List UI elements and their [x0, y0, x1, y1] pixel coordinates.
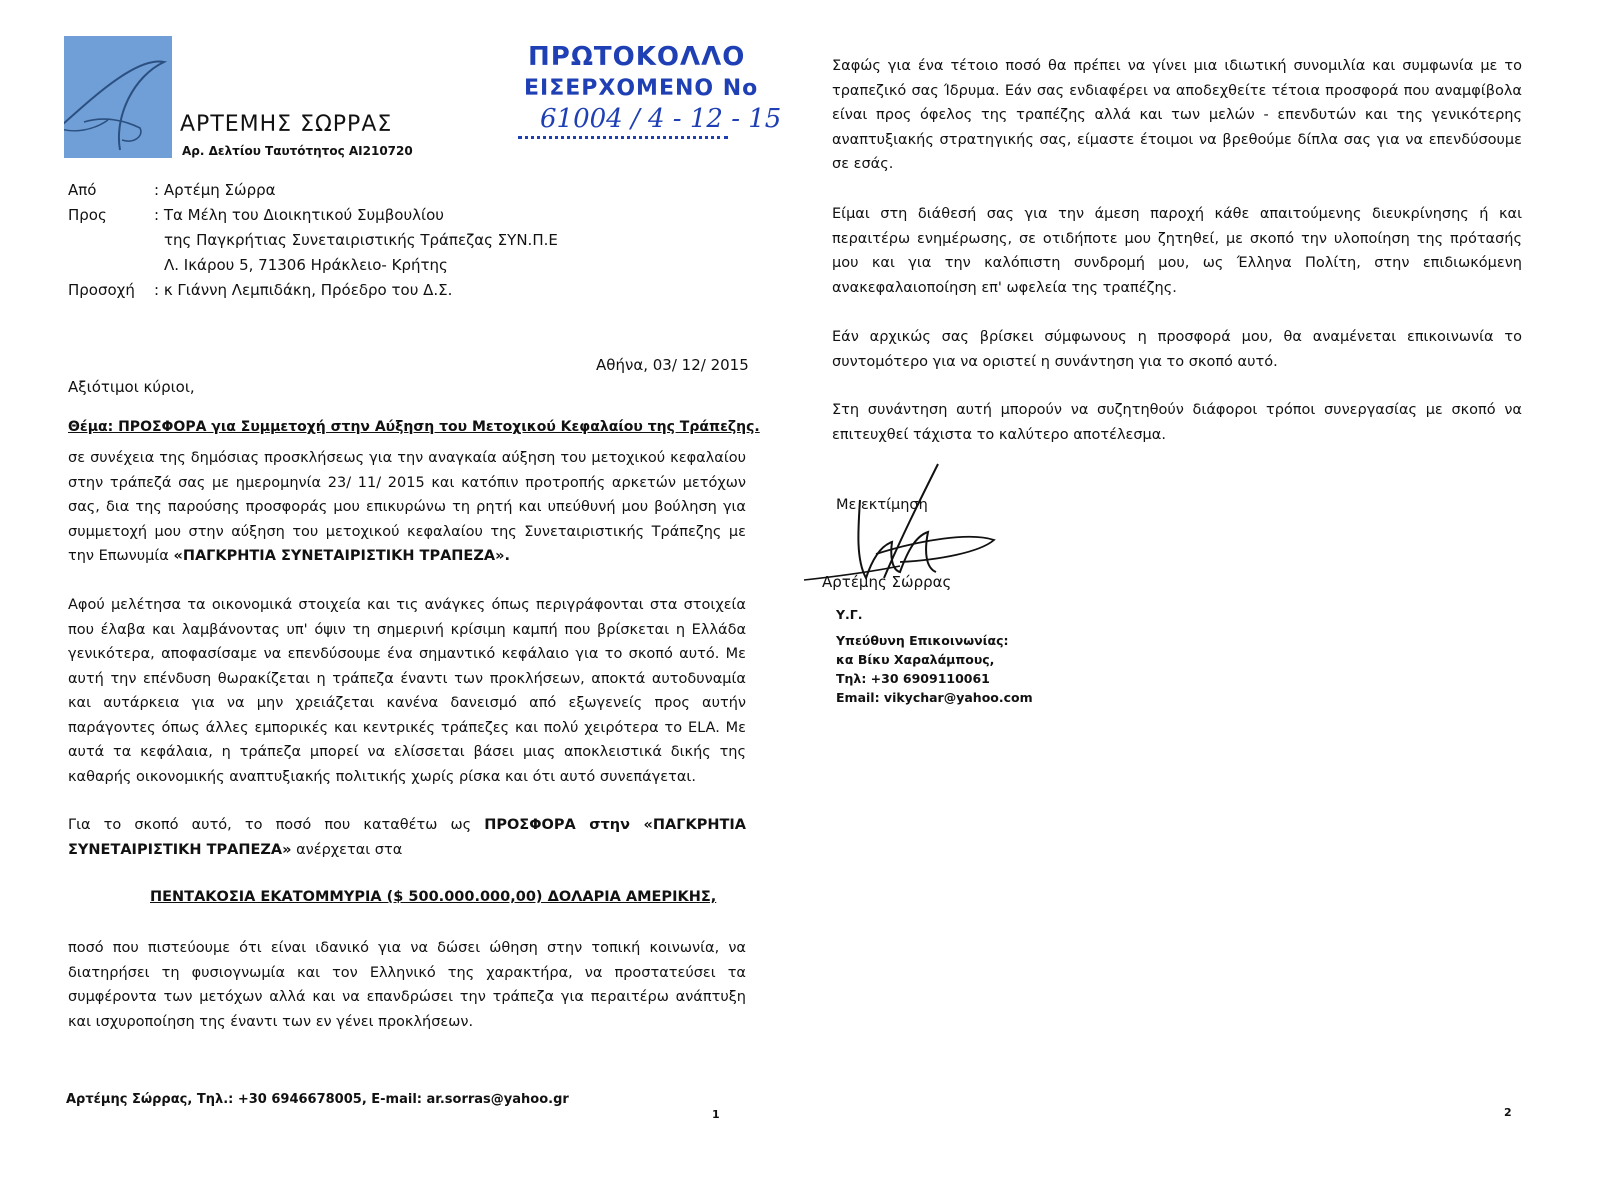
para3-offer: ΠΡΟΣΦΟΡΑ στην «ΠΑΓΚΡΗΤΙΑ ΣΥΝΕΤΑΙΡΙΣΤΙΚΗ ΤΡΑΠΕΖΑ»: [68, 817, 746, 858]
protocol-stamp: [518, 36, 798, 146]
script-a-logo-icon: [64, 36, 172, 158]
letter-date: Αθήνα, 03/ 12/ 2015: [596, 356, 749, 374]
attention-label: Προσοχή: [68, 281, 135, 299]
sender-name: ΑΡΤΕΜΗΣ ΣΩΡΡΑΣ: [180, 112, 393, 137]
page2-paragraph-2: Είμαι στη διάθεσή σας για την άμεση παροχή κάθε απαιτούμενης διευκρίνησης ή και περαιτέρω ενημέρωσης, σε οτιδήποτε μου ζητηθεί, με σκοπό την υλοποίηση της πρότασής μου και για την καλόπιστη συνδρομή μου, ως Έλληνα Πολίτη, στην επιδιωκόμενη ανακεφαλαιοποίηση επ' ωφελεία της τραπέζης.: [832, 206, 1522, 296]
subject-line: Θέμα: ΠΡΟΣΦΟΡΑ για Συμμετοχή στην Αύξηση του Μετοχικού Κεφαλαίου της Τράπεζης.: [68, 419, 760, 435]
to-label: Προς: [68, 206, 107, 224]
signer-name: Αρτέμης Σώρρας: [822, 573, 952, 591]
to-line-1: : Τα Μέλη του Διοικητικού Συμβουλίου: [154, 206, 444, 224]
offer-amount: ΠΕΝΤΑΚΟΣΙΑ ΕΚΑΤΟΜΜΥΡΙΑ ($ 500.000.000,00) ΔΟΛΑΡΙΑ ΑΜΕΡΙΚΗΣ,: [150, 889, 717, 905]
page2-paragraph-3: Εάν αρχικώς σας βρίσκει σύμφωνους η προσφορά μου, θα αναμένεται επικοινωνία το συντομότερο για να οριστεί η συνάντηση για το σκοπό αυτό.: [832, 329, 1522, 370]
from-label: Από: [68, 181, 97, 199]
page1-paragraph-1: [68, 446, 746, 569]
para1-text: σε συνέχεια της δημόσιας προσκλήσεως για την αναγκαία αύξηση του μετοχικού κεφαλαίου στην τράπεζά σας με ημερομηνία 23/ 11/ 2015 και κατόπιν προτροπής αρκετών μετόχων σας, δια της παρούσης προσφοράς μου επικυρώνω τη ρητή και υπεύθυνή μου βούληση για συμμετοχή μου στην αύξηση του μετοχικού κεφαλαίου της Συνεταιριστικής Τράπεζης με την Επωνυμία: [68, 450, 746, 564]
to-line-3: Λ. Ικάρου 5, 71306 Ηράκλειο- Κρήτης: [164, 256, 448, 274]
para3-text-start: Για το σκοπό αυτό, το ποσό που καταθέτω ως: [68, 817, 485, 833]
signature-icon: [800, 460, 1010, 590]
page1-paragraph-4: ποσό που πιστεύουμε ότι είναι ιδανικό για να δώσει ώθηση στην τοπική κοινωνία, να διατηρήσει τη φυσιογνωμία και τον Ελληνικό της χαρακτήρα, να προστατεύσει τα συμφέροντα των μετόχων αλλά και να επανδρώσει την τράπεζα για περαιτέρω ανάπτυξη και ισχυροποίηση της έναντι των εν γένει προκλήσεων.: [68, 940, 746, 1030]
contact-email: Email: vikychar@yahoo.com: [836, 690, 1033, 705]
attention-value: : κ Γιάννη Λεμπιδάκη, Πρόεδρο του Δ.Σ.: [154, 281, 453, 299]
page-number-1: 1: [712, 1108, 720, 1121]
page1-paragraph-2: Αφού μελέτησα τα οικονομικά στοιχεία και τις ανάγκες όπως περιγράφονται στα στοιχεία που έλαβα και λαμβάνοντας υπ' όψιν τη σημερινή κρίσιμη καμπή που βρίσκεται η Ελλάδα γενικότερα, αποφασίσαμε να επενδύσουμε ένα σημαντικό κεφάλαιο για το σκοπό αυτό. Με αυτή την επένδυση θωρακίζεται η τράπεζα έναντι των προκλήσεων, αποκτά αυτοδυναμία και αυτάρκεια για να μην χρειάζεται κανένα δανεισμό από εξωγενείς προς αυτήν παράγοντες όπως άλλες εμπορικές και κεντρικές τράπεζες και πολύ χειρότερα το ELA. Με αυτά τα κεφάλαια, η τράπεζα μπορεί να ελίσσεται βάσει μιας αποκλειστικά δικής της καθαρής οικονομικής αναπτυξιακής πολιτικής χωρίς ρίσκα και ότι αυτό συνεπάγεται.: [68, 597, 746, 785]
para1-bank-name: «ΠΑΓΚΡΗΤΙΑ ΣΥΝΕΤΑΙΡΙΣΤΙΚΗ ΤΡΑΠΕΖΑ».: [173, 548, 510, 564]
page-number-2: 2: [1504, 1106, 1512, 1119]
to-line-2: της Παγκρήτιας Συνεταιριστικής Τράπεζας ΣΥΝ.Π.Ε: [164, 231, 558, 249]
salutation: Αξιότιμοι κύριοι,: [68, 378, 195, 396]
contact-name: κα Βίκυ Χαραλάμπους,: [836, 652, 995, 667]
para3-text-end: ανέρχεται στα: [291, 841, 403, 858]
closing: Με εκτίμηση: [836, 497, 928, 513]
contact-phone: Τηλ: +30 6909110061: [836, 671, 990, 686]
stamp-number: 61004 / 4 - 12 - 15: [540, 104, 782, 134]
stamp-dotted-line: [518, 136, 728, 139]
sender-id-number: Αρ. Δελτίου Ταυτότητος AI210720: [182, 144, 413, 158]
page1-footer: Αρτέμης Σώρρας, Τηλ.: +30 6946678005, E-mail: ar.sorras@yahoo.gr: [66, 1092, 569, 1107]
page2-paragraph-4: Στη συνάντηση αυτή μπορούν να συζητηθούν διάφοροι τρόποι συνεργασίας με σκοπό να επιτευχθεί τάχιστα το καλύτερο αποτέλεσμα.: [832, 402, 1522, 443]
stamp-subtitle: ΕΙΣΕΡΧΟΜΕΝΟ No: [524, 76, 759, 101]
stamp-title: ΠΡΩΤΟΚΟΛΛΟ: [528, 42, 746, 72]
postscript: Υ.Γ.: [836, 607, 863, 622]
letterhead-logo: [64, 36, 172, 158]
page1-paragraph-3: [68, 813, 746, 862]
from-value: : Αρτέμη Σώρρα: [154, 181, 276, 199]
contact-title: Υπεύθυνη Επικοινωνίας:: [836, 633, 1009, 648]
page2-paragraph-1: Σαφώς για ένα τέτοιο ποσό θα πρέπει να γίνει μια ιδιωτική συνομιλία και συμφωνία με το τραπεζικό σας Ίδρυμα. Εάν σας ενδιαφέρει να αποδεχθείτε τέτοια προσφορά που αναμφίβολα είναι προς όφελος της τραπέζης αλλά και των μελών - επενδυτών και της γενικότερης αναπτυξιακής στρατηγικής σας, είμαστε έτοιμοι να βρεθούμε δίπλα σας για να επενδύσουμε σε εσάς.: [832, 58, 1522, 172]
